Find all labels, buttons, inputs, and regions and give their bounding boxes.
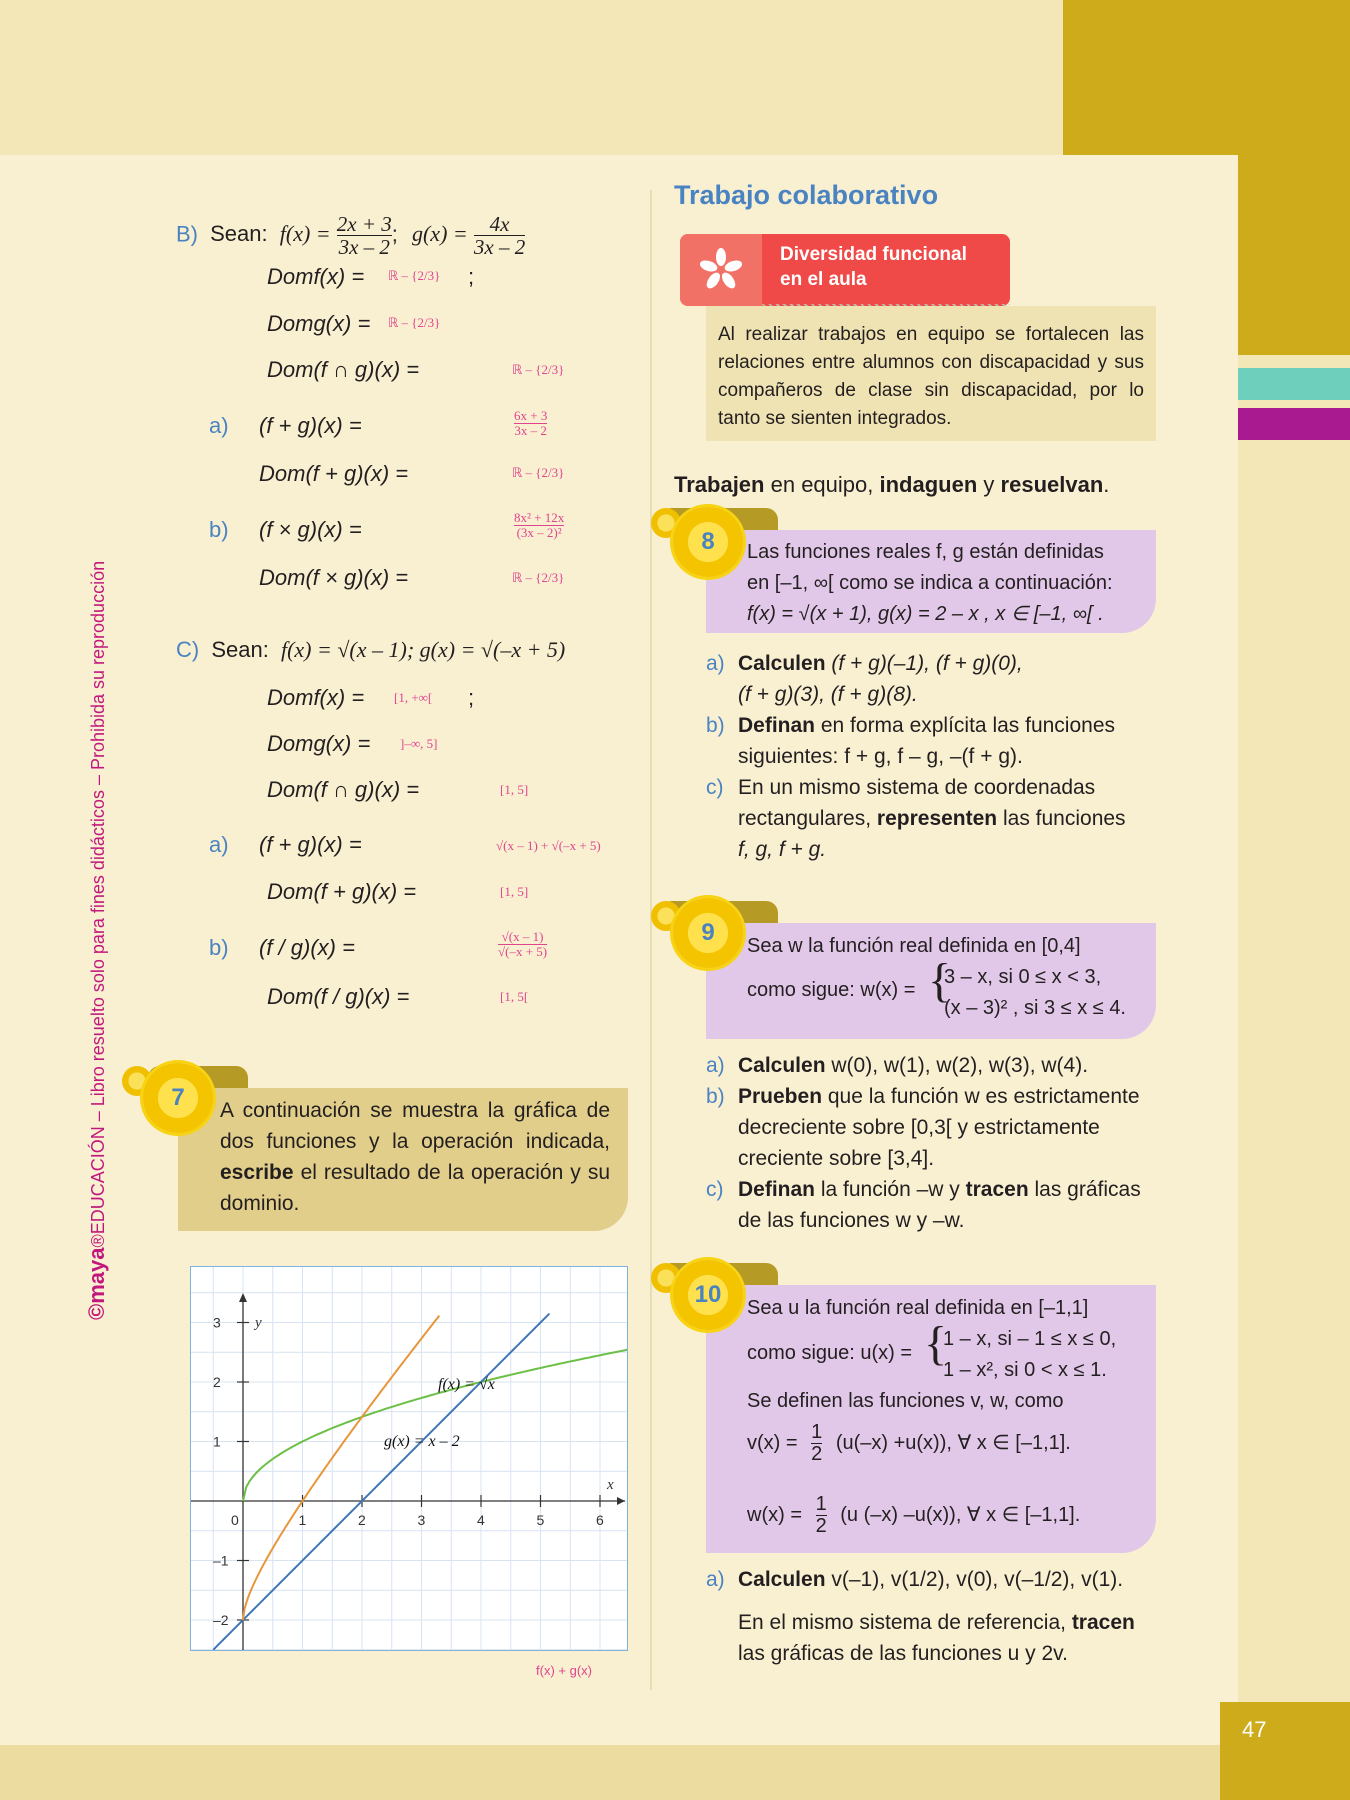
p8-line-1: Las funciones reales f, g están definidas <box>747 541 1104 563</box>
B-b-answer-den: (3x – 2)² <box>516 524 562 540</box>
B-b-expr: (f × g)(x) = <box>259 517 362 542</box>
p9-a-label: a) <box>706 1054 725 1077</box>
p9-b-text-3: creciente sobre [3,4]. <box>738 1147 935 1170</box>
p10-v-rhs: (u(–x) +u(x)), ∀ x ∈ [–1,1]. <box>835 1431 1071 1454</box>
x-tick-label: 4 <box>477 1512 485 1528</box>
y-tick-label: –1 <box>213 1552 229 1569</box>
p7-text-1: A continuación se muestra la gráfica de dos funciones y la operación indicada, <box>220 1099 610 1153</box>
p9-lhs: como sigue: w(x) = <box>747 979 916 1001</box>
p8-a-label: a) <box>706 652 725 675</box>
y-tick-label: 1 <box>213 1433 221 1450</box>
instr-bold-3: resuelvan <box>1000 472 1104 497</box>
p8-a-text: (f + g)(–1), (f + g)(0), <box>831 652 1023 675</box>
p9-cases <box>944 962 1126 1024</box>
B-b-dom-answer: ℝ – {2/3} <box>512 570 565 585</box>
C-a-label: a) <box>209 832 229 857</box>
p8-c-text: En un mismo sistema de coordenadas <box>738 776 1096 799</box>
function-graph <box>190 1266 628 1651</box>
p9-c-text: la función –w y <box>820 1178 960 1201</box>
p10-case-1: 1 – x, si – 1 ≤ x ≤ 0, <box>943 1328 1117 1350</box>
exercise-C-header <box>176 637 565 663</box>
badge-title <box>780 242 967 292</box>
p10-a-label: a) <box>706 1568 725 1591</box>
p9-a-bold: Calculen <box>738 1054 826 1077</box>
exercise-B-header: B) Sean: f(x) = $\frac{2x + 3}{3x - 2}$ ; g(x) = $\frac{4x}{3x - 2}$ <box>176 212 526 260</box>
p9-b-bold: Prueben <box>738 1085 823 1108</box>
p9-c-label: c) <box>706 1178 724 1201</box>
p9-number-badge: 9 <box>673 898 743 968</box>
p10-v-lhs: v(x) = <box>747 1431 798 1454</box>
p8-number-badge: 8 <box>673 507 743 577</box>
p10-w-rhs: (u (–x) –u(x)), ∀ x ∈ [–1,1]. <box>840 1503 1081 1526</box>
p10-a-bold: Calculen <box>738 1568 826 1591</box>
p8-a-text-2: (f + g)(3), (f + g)(8). <box>738 683 918 706</box>
exercise-C-label: C) <box>176 637 200 662</box>
p9-c-bold-2: tracen <box>965 1178 1029 1201</box>
g-numerator: 4x <box>489 212 510 236</box>
B-a-label: a) <box>209 413 229 438</box>
graph-svg <box>191 1267 627 1650</box>
badge-title-line-2: en el aula <box>780 269 867 290</box>
C-a-dom-answer: [1, 5] <box>500 884 529 899</box>
x-axis-label: x <box>607 1477 614 1493</box>
asterisk-flower-icon <box>680 234 762 306</box>
domf-line: Domf(x) = <box>267 264 365 289</box>
p8-statement <box>747 537 1113 630</box>
domfg-answer: ℝ – {2/3} <box>512 362 565 377</box>
sean-label-C: Sean: <box>211 637 269 662</box>
half-fraction-v <box>811 1422 822 1465</box>
badge-title-line-1: Diversidad funcional <box>780 244 967 265</box>
half-num-w: 1 <box>815 1493 827 1515</box>
C-domg-answer: ]–∞, 5] <box>400 736 438 751</box>
p10-cases <box>943 1324 1116 1386</box>
page-number: 47 <box>1220 1702 1350 1800</box>
p10-w-def <box>747 1494 1080 1537</box>
x-tick-label: 5 <box>536 1512 545 1528</box>
series-linear-line <box>213 1314 549 1650</box>
p7-box <box>178 1088 628 1231</box>
p8-a-bold: Calculen <box>738 652 826 675</box>
B-b-answer <box>514 511 564 539</box>
C-b-dom-answer: [1, 5[ <box>500 989 529 1004</box>
p8-b-text: en forma explícita las funciones <box>820 714 1116 737</box>
f-numerator: 2x + 3 <box>336 212 392 236</box>
p8-c-text-2a: rectangulares, <box>738 807 872 830</box>
sean-label: Sean: <box>210 221 268 247</box>
copyright-notice: ®EDUCACIÓN – Libro resuelto solo para fines didácticos – Prohibida su reproducción <box>88 560 108 1248</box>
p7-bold: escribe <box>220 1161 294 1184</box>
B-b-label: b) <box>209 517 229 542</box>
C-b-answer-num: √(x – 1) <box>501 929 544 944</box>
g-curve-label: g(x) = x – 2 <box>384 1433 460 1450</box>
half-fraction-w <box>816 1494 827 1537</box>
series-sqrt-line <box>243 1349 627 1501</box>
C-definitions: f(x) = √(x – 1); g(x) = √(–x + 5) <box>280 637 566 662</box>
g-def-lhs: g(x) = <box>411 221 468 247</box>
brand-mark: ©maya <box>84 1247 109 1320</box>
p8-b-text-2: siguientes: f + g, f – g, –(f + g). <box>738 745 1023 768</box>
p10-w-lhs: w(x) = <box>747 1503 802 1526</box>
p8-line-3: f(x) = √(x + 1), g(x) = 2 – x , x ∈ [–1, ∞[ . <box>747 603 1104 625</box>
column-divider <box>650 190 652 1690</box>
badge-body: Al realizar trabajos en equipo se fortalecen las relaciones entre alumnos con discapacidad y sus compañeros de clase sin discapacidad, por lo tanto se sienten integrados. <box>706 306 1156 441</box>
y-axis-label: y <box>255 1315 262 1331</box>
p8-b-bold: Definan <box>738 714 816 737</box>
p10-v-def <box>747 1422 1071 1465</box>
half-den-w: 2 <box>815 1515 827 1537</box>
chart-caption: f(x) + g(x) <box>536 1663 592 1678</box>
p10-a-text: v(–1), v(1/2), v(0), v(–1/2), v(1). <box>831 1568 1124 1591</box>
C-b-answer-den: √(–x + 5) <box>498 943 548 959</box>
p8-c-text-3: f, g, f + g. <box>738 838 827 861</box>
C-a-expr: (f + g)(x) = <box>259 832 362 857</box>
p9-list <box>706 1050 1141 1236</box>
f-fraction <box>337 213 392 258</box>
p10-a-text-3: las gráficas de las funciones u y 2v. <box>738 1642 1068 1665</box>
p9-b-label: b) <box>706 1085 725 1108</box>
C-b-label: b) <box>209 935 229 960</box>
C-domg: Domg(x) = <box>267 731 371 756</box>
copyright-side-text <box>84 561 110 1320</box>
y-tick-label: –2 <box>213 1612 229 1628</box>
p10-line-3: Se definen las funciones v, w, como <box>747 1390 1064 1412</box>
f-denominator: 3x – 2 <box>338 235 390 260</box>
p9-brace: { <box>928 954 952 1007</box>
B-a-answer-den: 3x – 2 <box>514 422 547 438</box>
p9-line-1: Sea w la función real definida en [0,4] <box>747 935 1081 957</box>
C-b-expr: (f / g)(x) = <box>259 935 355 960</box>
B-a-expr: (f + g)(x) = <box>259 413 362 438</box>
x-tick-label: 3 <box>417 1512 426 1528</box>
p10-a-bold-2: tracen <box>1071 1611 1135 1634</box>
magenta-tab <box>1238 408 1350 440</box>
g-fraction <box>474 213 525 258</box>
semicolon-C: ; <box>468 685 475 710</box>
p10-case-2: 1 – x², si 0 < x ≤ 1. <box>943 1359 1107 1381</box>
p8-b-label: b) <box>706 714 725 737</box>
half-den: 2 <box>811 1443 823 1465</box>
instr-bold-1: Trabajen <box>674 472 765 497</box>
instructions <box>674 472 1109 498</box>
f-def-lhs: f(x) = <box>279 221 331 247</box>
C-a-dom: Dom(f + g)(x) = <box>267 879 417 904</box>
p10-lhs: como sigue: u(x) = <box>747 1342 913 1364</box>
C-domfg: Dom(f ∩ g)(x) = <box>267 777 420 802</box>
p8-line-2: en [–1, ∞[ como se indica a continuación: <box>747 572 1113 594</box>
half-num: 1 <box>811 1421 823 1443</box>
B-b-dom: Dom(f × g)(x) = <box>259 565 409 590</box>
p9-case-2: (x – 3)² , si 3 ≤ x ≤ 4. <box>944 997 1126 1019</box>
f-curve-label: f(x) = √x <box>438 1376 495 1393</box>
domg-line: Domg(x) = <box>267 311 371 336</box>
C-b-answer <box>498 930 547 958</box>
B-a-dom: Dom(f + g)(x) = <box>259 461 409 486</box>
p10-brace: { <box>924 1317 948 1370</box>
domg-answer: ℝ – {2/3} <box>388 315 441 330</box>
p9-a-text: w(0), w(1), w(2), w(3), w(4). <box>831 1054 1089 1077</box>
p8-list <box>706 648 1126 865</box>
semicolon: ; <box>468 264 475 289</box>
p8-c-label: c) <box>706 776 724 799</box>
y-tick-label: 3 <box>213 1314 221 1331</box>
bottom-band <box>0 1745 1350 1800</box>
p9-b-text-2: decreciente sobre [0,3[ y estrictamente <box>738 1116 1100 1139</box>
p10-line-1: Sea u la función real definida en [–1,1] <box>747 1297 1089 1319</box>
x-tick-label: 2 <box>358 1512 366 1528</box>
C-domfg-answer: [1, 5] <box>500 782 529 797</box>
p9-b-text: que la función w es estrictamente <box>827 1085 1140 1108</box>
x-tick-label: 1 <box>298 1512 307 1528</box>
x-axis-arrow <box>617 1497 625 1505</box>
p10-list <box>706 1564 1135 1669</box>
p10-a-text-2a: En el mismo sistema de referencia, <box>738 1611 1066 1634</box>
teal-tab <box>1238 368 1350 400</box>
B-a-answer <box>514 409 547 437</box>
y-tick-label: 2 <box>213 1374 221 1390</box>
domfg-line: Dom(f ∩ g)(x) = <box>267 357 420 382</box>
section-title: Trabajo colaborativo <box>674 180 939 210</box>
instr-text-3: . <box>1103 472 1110 497</box>
right-margin-strip <box>1238 355 1350 1705</box>
p7-text-2: el resultado de la operación y su dominio. <box>220 1161 610 1215</box>
C-b-dom: Dom(f / g)(x) = <box>267 984 410 1009</box>
C-domf-answer: [1, +∞[ <box>394 690 433 705</box>
instr-text-2: y <box>983 472 995 497</box>
instr-bold-2: indaguen <box>879 472 978 497</box>
B-a-dom-answer: ℝ – {2/3} <box>512 465 565 480</box>
p8-c-text-2b: las funciones <box>1002 807 1126 830</box>
p9-case-1: 3 – x, si 0 ≤ x < 3, <box>944 966 1102 988</box>
C-domf: Domf(x) = <box>267 685 365 710</box>
p7-number-badge: 7 <box>143 1063 213 1133</box>
p8-c-bold: representen <box>876 807 998 830</box>
g-denominator: 3x – 2 <box>473 235 526 260</box>
p9-c-text-b: las gráficas <box>1034 1178 1141 1201</box>
B-b-answer-num: 8x² + 12x <box>514 510 565 525</box>
p9-c-bold: Definan <box>738 1178 816 1201</box>
x-tick-label: 0 <box>231 1512 239 1528</box>
exercise-B-label: B) <box>176 221 198 247</box>
B-a-answer-num: 6x + 3 <box>514 408 548 423</box>
y-axis-arrow <box>239 1293 247 1302</box>
domf-answer: ℝ – {2/3} <box>388 268 441 283</box>
flower-icon-svg <box>680 234 762 306</box>
instr-text-1: en equipo, <box>770 472 874 497</box>
p10-number-badge: 10 <box>673 1260 743 1330</box>
C-a-answer: √(x – 1) + √(–x + 5) <box>496 838 601 853</box>
p9-c-text-2: de las funciones w y –w. <box>738 1209 965 1232</box>
x-tick-label: 6 <box>596 1512 604 1528</box>
